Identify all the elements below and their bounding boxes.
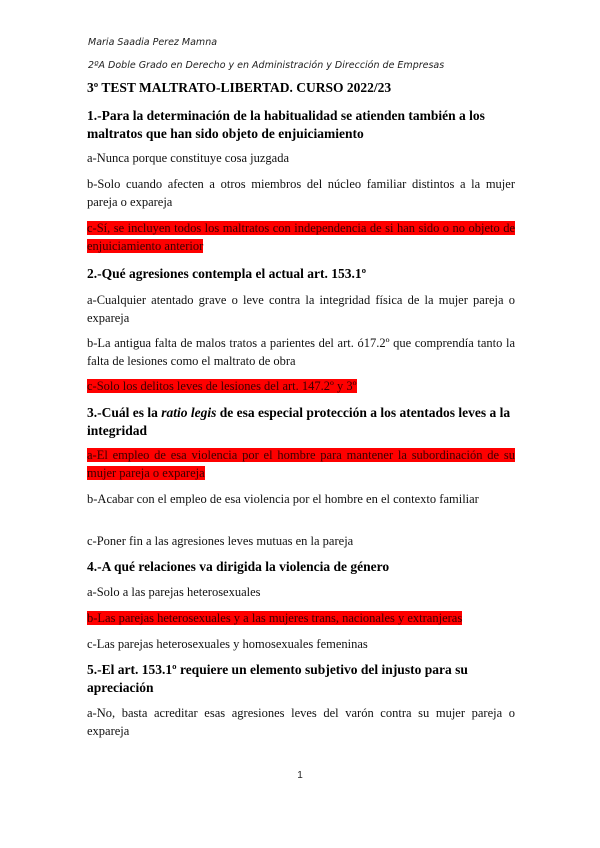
question-5: 5.-El art. 153.1º requiere un elemento subjetivo del injusto para su apreciación (87, 662, 468, 695)
question-1-option-a: a-Nunca porque constituye cosa juzgada (87, 151, 290, 165)
answer-highlight: a-El empleo de esa violencia por el hombre para mantener la subordinación de su mujer pareja o expareja (87, 448, 515, 480)
question-2-option-b: b-La antigua falta de malos tratos a parientes del art. ó17.2º que comprendía tanto la falta de lesiones como el maltrato de obra (87, 336, 515, 368)
header-degree: 2ºA Doble Grado en Derecho y en Administración y Dirección de Empresas (88, 60, 445, 71)
answer-highlight: c-Sí, se incluyen todos los maltratos con independencia de si han sido o no objeto de enjuiciamiento anterior (87, 221, 515, 253)
question-3: 3.-Cuál es la ratio legis de esa especial protección a los atentados leves a la integridad (87, 405, 511, 438)
question-1-option-b: b-Solo cuando afecten a otros miembros del núcleo familiar distintos a la mujer pareja o expareja (87, 177, 515, 209)
question-3-option-a (87, 446, 515, 482)
question-4-option-b (87, 609, 515, 627)
question-2-option-c (87, 377, 515, 395)
header-author: Maria Saadia Perez Mamna (88, 37, 218, 48)
question-1-option-c (87, 219, 515, 255)
question-3-option-b: b-Acabar con el empleo de esa violencia por el hombre en el contexto familiar (87, 492, 479, 506)
question-2-option-a: a-Cualquier atentado grave o leve contra la integridad física de la mujer pareja o expareja (87, 293, 515, 325)
document-title: 3º TEST MALTRATO-LIBERTAD. CURSO 2022/23 (87, 80, 392, 95)
question-4: 4.-A qué relaciones va dirigida la violencia de género (87, 559, 390, 574)
question-3-option-c: c-Poner fin a las agresiones leves mutuas en la pareja (87, 534, 354, 548)
answer-highlight: b-Las parejas heterosexuales y a las mujeres trans, nacionales y extranjeras (87, 611, 463, 625)
ratio-legis-italic: ratio legis (161, 405, 217, 420)
question-4-option-c: c-Las parejas heterosexuales y homosexuales femeninas (87, 637, 368, 651)
question-5-option-a: a-No, basta acreditar esas agresiones leves del varón contra su mujer pareja o expareja (87, 706, 515, 738)
answer-highlight: c-Solo los delitos leves de lesiones del art. 147.2º y 3º (87, 379, 357, 393)
question-2: 2.-Qué agresiones contempla el actual art. 153.1º (87, 266, 367, 281)
page-number: 1 (297, 770, 303, 781)
question-1: 1.-Para la determinación de la habitualidad se atienden también a los maltratos que han sido objeto de enjuiciamiento (87, 108, 485, 141)
question-4-option-a: a-Solo a las parejas heterosexuales (87, 585, 261, 599)
